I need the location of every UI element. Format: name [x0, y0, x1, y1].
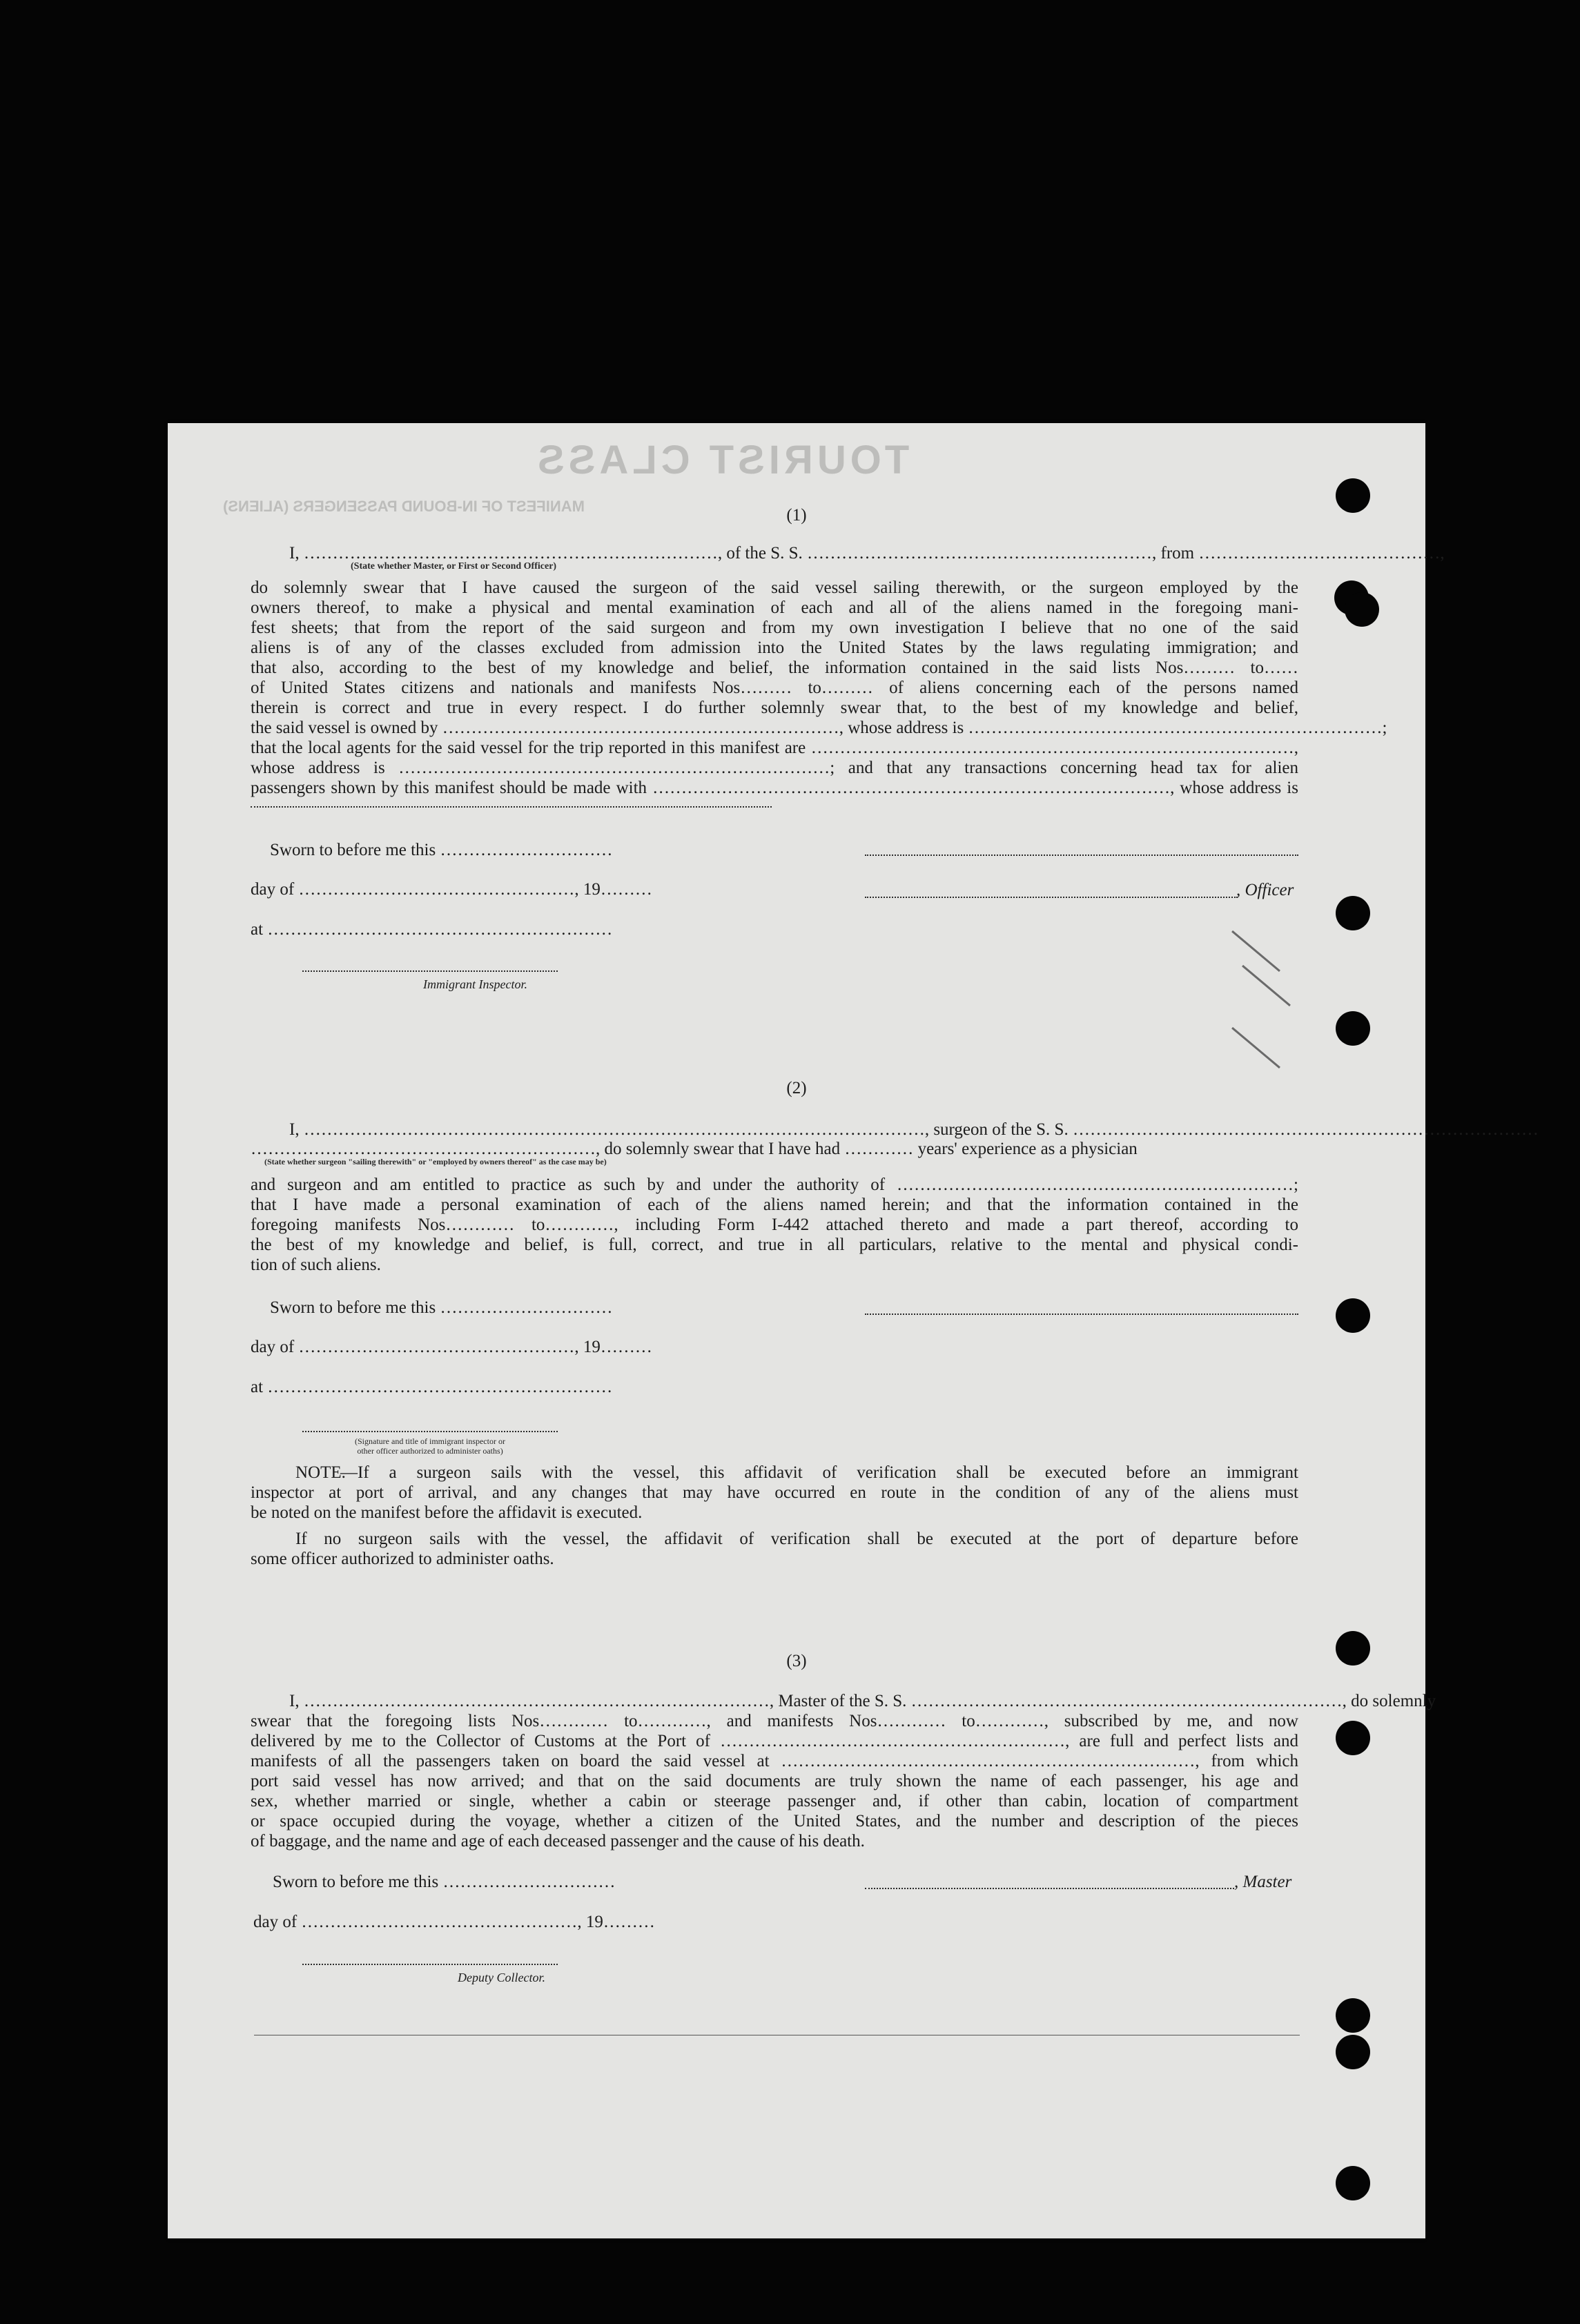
bleed-through-title: TOURIST CLASS	[534, 438, 910, 482]
punch-hole	[1336, 1721, 1370, 1755]
address-line	[251, 806, 772, 808]
section-1-line-note: (State whether Master, or First or Second Officer)	[351, 561, 557, 572]
section-2-number: (2)	[786, 1079, 807, 1097]
section-3-number: (3)	[786, 1652, 807, 1670]
section-2-experience-line: ……………………………………………………, do solemnly swear that I have had ………… years' experience as a physician	[251, 1140, 1138, 1158]
punch-hole	[1336, 1631, 1370, 1666]
signature-line	[865, 855, 1298, 856]
punch-hole	[1336, 1011, 1370, 1046]
section-1-inspector: Immigrant Inspector.	[423, 977, 527, 991]
note-line: —If a surgeon sails with the vessel, this affidavit of verification shall be executed before an immigrant	[340, 1463, 1298, 1482]
body-line: do solemnly swear that I have caused the surgeon of the said vessel sailing therewith, or the surgeon employed by the	[251, 578, 1298, 597]
section-2-line-note: (State whether surgeon "sailing therewith" or "employed by owners thereof" as the case may be)	[264, 1157, 607, 1166]
punch-hole	[1336, 478, 1370, 513]
section-1-day: day of …………………………………………, 19………	[251, 880, 652, 899]
section-1-officer: , Officer	[1236, 881, 1294, 899]
note-line: If no surgeon sails with the vessel, the affidavit of verification shall be executed at the port of departure before	[295, 1530, 1298, 1548]
note-line: inspector at port of arrival, and any changes that may have occurred en route in the condition of any of the aliens must	[251, 1483, 1298, 1502]
body-line: that I have made a personal examination of each of the aliens named herein; and that the information contained in the	[251, 1195, 1298, 1214]
signature-line	[302, 1431, 558, 1432]
body-line: that also, according to the best of my knowledge and belief, the information contained in the said lists Nos……… to……	[251, 658, 1298, 677]
body-line: tion of such aliens.	[251, 1256, 381, 1274]
body-line: I, ………………………………………………………………………, Master of the S. S. …………………………………………………………………, do solemnly	[289, 1692, 1436, 1710]
section-3-day: day of …………………………………………, 19………	[253, 1913, 655, 1931]
body-line: whose address is …………………………………………………………………; and that any transactions concerning head tax for alien	[251, 759, 1298, 777]
section-2-signature-note: (Signature and title of immigrant inspector or	[355, 1436, 505, 1446]
body-line: manifests of all the passengers taken on board the said vessel at ………………………………………………………………, from which	[251, 1752, 1298, 1770]
body-line: sex, whether married or single, whether a cabin or steerage passenger and, if other than cabin, location of compartment	[251, 1792, 1298, 1810]
section-3-master: , Master	[1234, 1873, 1292, 1891]
body-line: passengers shown by this manifest should be made with ………………………………………………………………………………, whose address is	[251, 779, 1298, 797]
body-line: port said vessel has now arrived; and that on the said documents are truly shown the name of each passenger, his age and	[251, 1772, 1298, 1790]
body-line: that the local agents for the said vessel for the trip reported in this manifest are …………………………………………………………………………,	[251, 739, 1298, 757]
punch-hole	[1336, 1998, 1370, 2033]
body-line: fest sheets; that from the report of the said surgeon and from my own investigation I believe that no one of the said	[251, 618, 1298, 637]
section-1-sworn: Sworn to before me this …………………………	[270, 841, 613, 859]
section-2-at: at ……………………………………………………	[251, 1378, 613, 1396]
deputy-line	[302, 1964, 558, 1965]
section-1-oath-line: I, ………………………………………………………………, of the S. S. ……………………………………………………, from ……………………………………,	[289, 544, 1445, 563]
punch-hole	[1336, 2035, 1370, 2069]
note-line: some officer authorized to administer oaths.	[251, 1550, 554, 1568]
note-label: NOTE.	[295, 1463, 346, 1482]
body-line: therein is correct and true in every respect. I do further solemnly swear that, to the best of my knowledge and belief,	[251, 699, 1298, 717]
punch-hole	[1336, 1298, 1370, 1333]
section-2-signature-note: other officer authorized to administer oaths)	[357, 1446, 503, 1456]
punch-hole	[1336, 896, 1370, 930]
section-1-number: (1)	[786, 506, 807, 525]
body-line: delivered by me to the Collector of Customs at the Port of ……………………………………………………, are full and perfect lists and	[251, 1732, 1298, 1750]
section-2-day: day of …………………………………………, 19………	[251, 1338, 652, 1356]
body-line: the best of my knowledge and belief, is full, correct, and true in all particulars, relative to the mental and physical condi-	[251, 1236, 1298, 1254]
master-line	[865, 1888, 1234, 1889]
body-line: swear that the foregoing lists Nos………… to…………, and manifests Nos………… to…………, subscribed by me, and now	[251, 1712, 1298, 1730]
section-3-sworn: Sworn to before me this …………………………	[273, 1873, 616, 1891]
body-line: owners thereof, to make a physical and mental examination of each and all of the aliens named in the foregoing mani-	[251, 598, 1298, 617]
body-line: the said vessel is owned by ……………………………………………………………, whose address is ………………………………………………………………;	[251, 719, 1387, 737]
punch-hole	[1336, 2166, 1370, 2200]
handwritten-check-mark	[1242, 965, 1291, 1006]
note-line: be noted on the manifest before the affidavit is executed.	[251, 1503, 643, 1522]
handwritten-check-mark	[1231, 930, 1280, 972]
section-1-at: at ……………………………………………………	[251, 920, 613, 939]
inspector-line	[302, 970, 558, 972]
bleed-through-heading: MANIFEST OF IN-BOUND PASSENGERS (ALIENS)	[223, 498, 585, 515]
body-line: of United States citizens and nationals and manifests Nos……… to……… of aliens concerning each of the persons named	[251, 678, 1298, 697]
officer-line	[865, 897, 1238, 898]
body-line: of baggage, and the name and age of each deceased passenger and the cause of his death.	[251, 1832, 865, 1851]
body-line: foregoing manifests Nos………… to…………, including Form I-442 attached thereto and made a part thereof, according to	[251, 1215, 1298, 1234]
section-2-oath-line: I, ………………………………………………………………………………………………, surgeon of the S. S. ………………………………………………………………………	[289, 1120, 1539, 1139]
section-2-sworn: Sworn to before me this …………………………	[270, 1298, 613, 1317]
body-line: aliens is of any of the classes excluded from admission into the United States by the laws regulating immigration; and	[251, 638, 1298, 657]
signature-line	[865, 1314, 1298, 1315]
handwritten-check-mark	[1231, 1027, 1280, 1068]
section-3-deputy: Deputy Collector.	[458, 1971, 545, 1984]
body-line: and surgeon and am entitled to practice as such by and under the authority of ……………………………………………………………;	[251, 1175, 1298, 1194]
body-line: or space occupied during the voyage, whether a citizen of the United States, and the number and description of the pieces	[251, 1812, 1298, 1830]
punch-hole	[1345, 592, 1379, 627]
manifest-page	[168, 423, 1539, 2238]
